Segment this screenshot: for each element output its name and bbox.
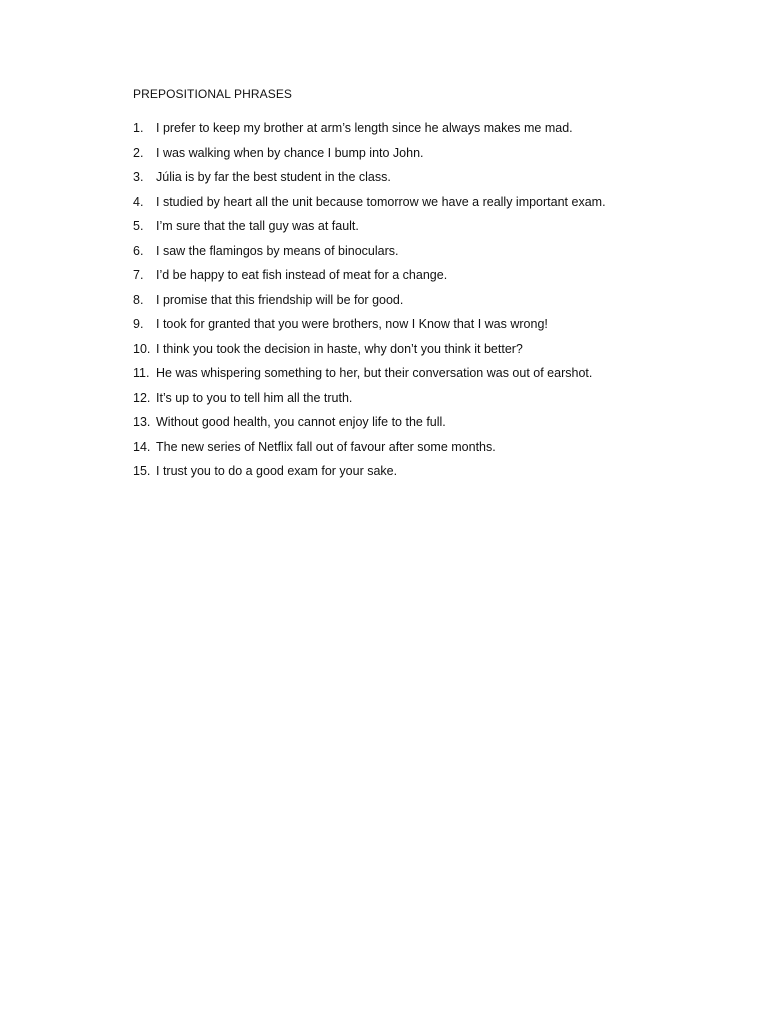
list-item [133,267,606,292]
item-number: 12. [133,390,151,405]
item-text: I think you took the decision in haste, why don’t you think it better? [156,341,523,356]
item-number: 4. [133,194,144,209]
item-number: 3. [133,170,144,184]
item-number: 5. [133,219,144,233]
list-item [133,120,606,145]
item-number: 14. [133,439,151,454]
document-title: PREPOSITIONAL PHRASES [133,87,293,101]
item-text: He was whispering something to her, but their conversation was out of earshot. [156,366,593,380]
item-text: I saw the flamingos by means of binoculars. [156,243,399,258]
list-item [133,365,606,390]
list-item [133,414,606,439]
list-item [133,243,606,268]
item-number: 10. [133,341,151,356]
item-number: 11. [133,366,150,380]
item-number: 7. [133,268,144,282]
item-text: I’d be happy to eat fish instead of meat for a change. [156,268,448,282]
item-number: 1. [133,121,144,135]
list-item [133,218,606,243]
item-text: Júlia is by far the best student in the class. [156,170,391,184]
item-number: 15. [133,464,151,478]
list-item [133,341,606,366]
item-number: 6. [133,243,144,258]
item-text: I was walking when by chance I bump into John. [156,145,424,160]
item-text: I’m sure that the tall guy was at fault. [156,219,359,233]
item-text: The new series of Netflix fall out of favour after some months. [156,439,496,454]
item-text: I trust you to do a good exam for your sake. [156,464,398,478]
list-item [133,439,606,464]
item-number: 9. [133,317,144,331]
list-item [133,292,606,317]
item-number: 8. [133,292,144,307]
item-text: Without good health, you cannot enjoy life to the full. [156,415,446,429]
list-item [133,463,606,488]
list-item [133,316,606,341]
item-text: I prefer to keep my brother at arm’s length since he always makes me mad. [156,121,573,135]
item-number: 2. [133,145,144,160]
item-number: 13. [133,415,151,429]
list-item [133,145,606,170]
item-text: I studied by heart all the unit because tomorrow we have a really important exam. [156,194,606,209]
list-item [133,194,606,219]
phrase-list [133,120,606,488]
list-item [133,169,606,194]
list-item [133,390,606,415]
item-text: I took for granted that you were brothers, now I Know that I was wrong! [156,317,548,331]
item-text: I promise that this friendship will be for good. [156,292,404,307]
item-text: It’s up to you to tell him all the truth. [156,390,353,405]
